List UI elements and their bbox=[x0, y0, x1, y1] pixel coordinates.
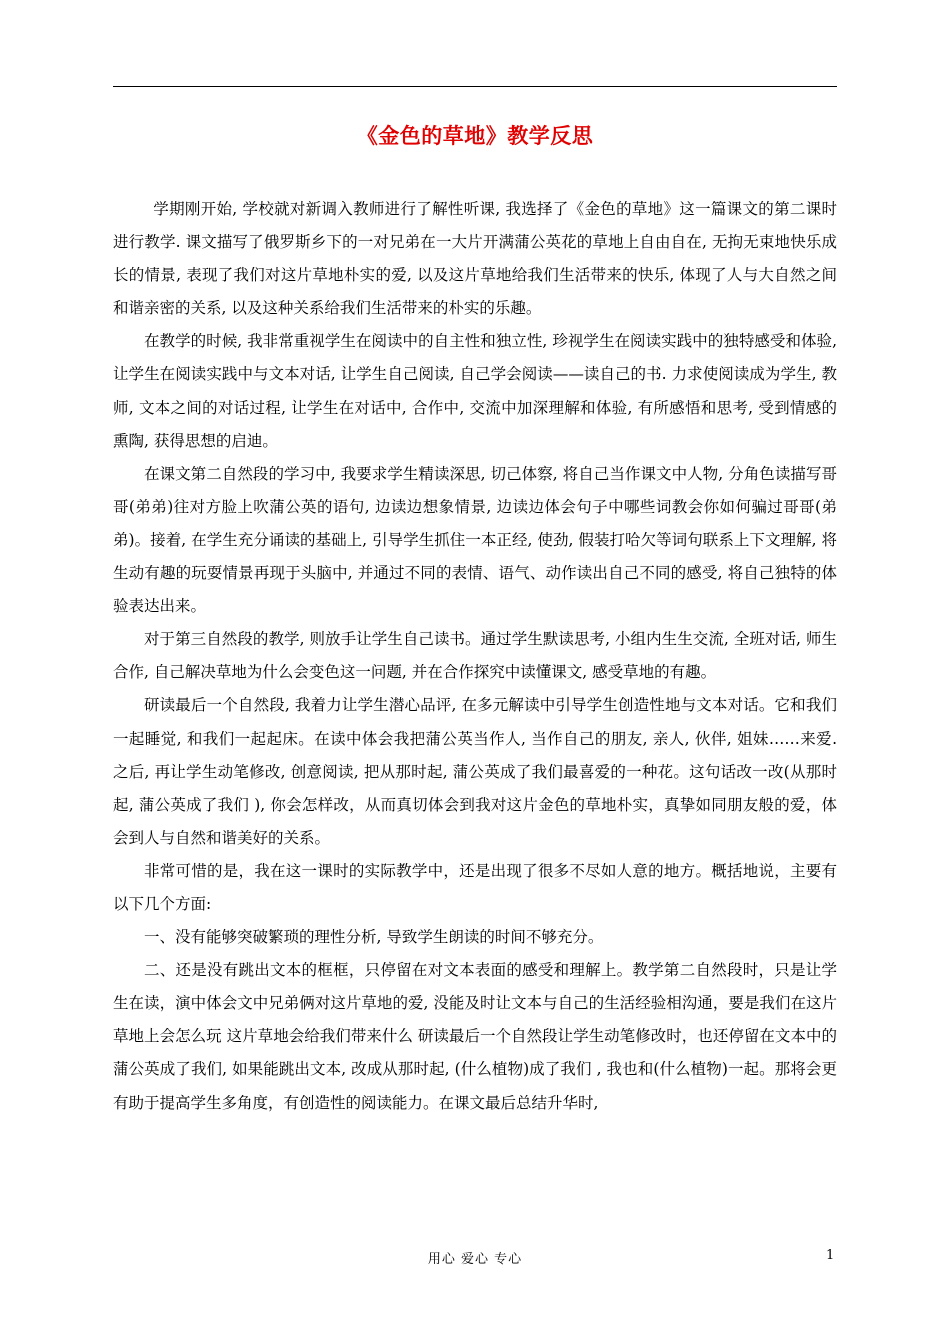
paragraph-1: 学期刚开始, 学校就对新调入教师进行了解性听课, 我选择了《金色的草地》这一篇课文的第二课时进行教学. 课文描写了俄罗斯乡下的一对兄弟在一大片开满蒲公英花的草地上自由自在, 无拘无束地快乐成长的情景, 表现了我们对这片草地朴实的爱, 以及这片草地给我们生活带来的快乐, 体现了人与大自然之间和谐亲密的关系, 以及这种关系给我们生活带来的朴实的乐趣。 bbox=[113, 200, 837, 318]
page-number: 1 bbox=[826, 1248, 835, 1263]
header-rule bbox=[113, 86, 837, 87]
page-title: 《金色的草地》教学反思 bbox=[356, 124, 594, 148]
paragraph-6: 非常可惜的是，我在这一课时的实际教学中，还是出现了很多不尽如人意的地方。概括地说，主要有以下几个方面: bbox=[113, 861, 837, 913]
paragraph-5: 研读最后一个自然段, 我着力让学生潜心品评, 在多元解读中引导学生创造性地与文本对话。它和我们一起睡觉, 和我们一起起床。在读中体会我把蒲公英当作人, 当作自己的朋友, 亲人, 伙伴, 姐妹……来爱. 之后, 再让学生动笔修改, 创意阅读, 把从那时起, 蒲公英成了我们最喜爱的一种花。这句话改一改(从那时起, 蒲公英成了我们 ), 你会怎样改，从而真切体会到我对这片金色的草地朴实，真挚如同朋友般的爱，体会到人与自然和谐美好的关系。 bbox=[113, 696, 837, 847]
footer-text: 用心 爱心 专心 bbox=[427, 1252, 523, 1267]
document-body bbox=[113, 193, 837, 1120]
paragraph-3: 在课文第二自然段的学习中, 我要求学生精读深思, 切己体察, 将自己当作课文中人物, 分角色读描写哥哥(弟弟)往对方脸上吹蒲公英的语句, 边读边想象情景, 边读边体会句子中哪些词教会你如何骗过哥哥(弟弟)。接着, 在学生充分诵读的基础上, 引导学生抓住一本正经, 使劲, 假装打哈欠等词句联系上下文理解, 将生动有趣的玩耍情景再现于头脑中, 并通过不同的表情、语气、动作读出自己不同的感受, 将自己独特的体验表达出来。 bbox=[113, 464, 837, 616]
paragraph-4: 对于第三自然段的教学, 则放手让学生自己读书。通过学生默读思考, 小组内生生交流, 全班对话, 师生合作, 自己解决草地为什么会变色这一问题, 并在合作探究中读懂课文, 感受草地的有趣。 bbox=[113, 630, 837, 682]
paragraph-8: 二、还是没有跳出文本的框框，只停留在对文本表面的感受和理解上。教学第二自然段时，只是让学生在读，演中体会文中兄弟俩对这片草地的爱, 没能及时让文本与自己的生活经验相沟通，要是我们在这片草地上会怎么玩 这片草地会给我们带来什么 研读最后一个自然段让学生动笔修改时，也还停留在文本中的蒲公英成了我们, 如果能跳出文本, 改成从那时起, (什么植物)成了我们 , 我也和(什么植物)一起。那将会更有助于提高学生多角度，有创造性的阅读能力。在课文最后总结升华时, bbox=[113, 961, 837, 1112]
paragraph-2: 在教学的时候, 我非常重视学生在阅读中的自主性和独立性, 珍视学生在阅读实践中的独特感受和体验, 让学生在阅读实践中与文本对话, 让学生自己阅读, 自己学会阅读——读自己的书. 力求使阅读成为学生, 教师, 文本之间的对话过程, 让学生在对话中, 合作中, 交流中加深理解和体验, 有所感悟和思考, 受到情感的熏陶, 获得思想的启迪。 bbox=[113, 332, 837, 450]
paragraph-7: 一、没有能够突破繁琐的理性分析, 导致学生朗读的时间不够充分。 bbox=[144, 928, 604, 947]
